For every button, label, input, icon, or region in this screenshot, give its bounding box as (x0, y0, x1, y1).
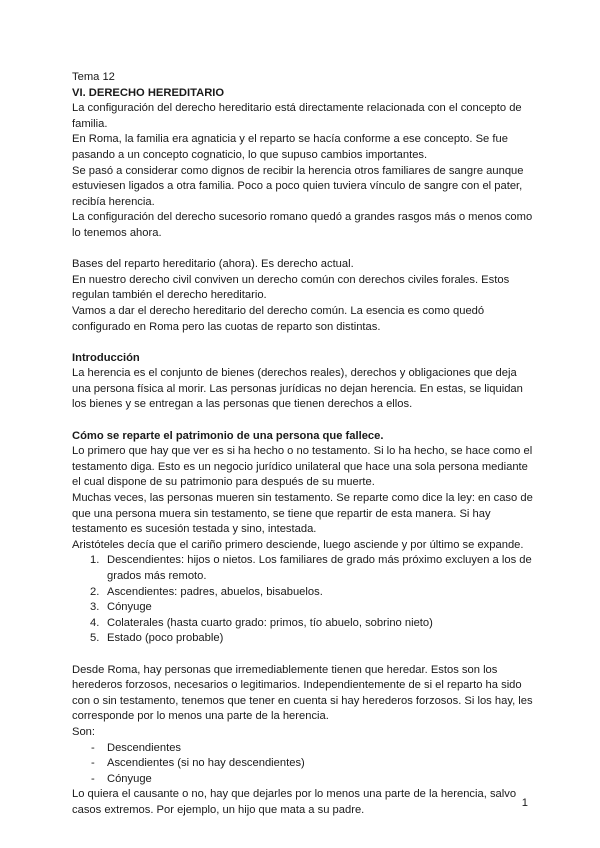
closing-paragraph: Lo quiera el causante o no, hay que dejarles por lo menos una parte de la herencia, salvo casos extremos. Por ejemplo, un hijo que mata a su padre. (72, 788, 517, 816)
bases-paragraph: En nuestro derecho civil conviven un derecho común con derechos civiles forales. Estos regulan también el derecho hereditario. (72, 273, 510, 302)
order-list-item (72, 600, 534, 616)
page-number: 1 (521, 797, 528, 809)
intro-paragraph: Se pasó a considerar como dignos de recibir la herencia otros familiares de sangre aunque estuviesen ligados a otra familia. Poco a poco quien tuviera vínculo de sangre con el pater, recibía herencia. (72, 164, 524, 208)
list-item-text: Estado (poco probable) (107, 632, 224, 645)
list-number: 5. (90, 632, 100, 645)
list-item-text: Colaterales (hasta cuarto grado: primos, tío abuelo, sobrino nieto) (107, 616, 433, 629)
introduccion-paragraph: La herencia es el conjunto de bienes (derechos reales), derechos y obligaciones que deja una persona física al morir. Las personas jurídicas no dejan herencia. En estas, se liquidan los bienes y se entregan a las personas que tienen derechos a ellos. (72, 367, 523, 411)
section-title: VI. DERECHO HEREDITARIO (72, 86, 225, 99)
reparto-paragraph: Muchas veces, las personas mueren sin testamento. Se reparte como dice la ley: en caso de que una persona muera sin testamento, se tiene que repartir de esta manera. Si hay testamento es sucesión testada y sino, intestada. (72, 492, 533, 536)
bases-paragraph: Vamos a dar el derecho hereditario del derecho común. La esencia es como quedó configurado en Roma pero las cuotas de reparto son distintas. (72, 304, 485, 333)
son-label: Son: (72, 725, 96, 738)
spacer (72, 242, 534, 258)
dash-bullet: - (91, 757, 95, 770)
list-item-text: Cónyuge (107, 772, 152, 785)
reparto-heading: Cómo se reparte el patrimonio de una persona que fallece. (72, 429, 384, 442)
list-item-text: Cónyuge (107, 601, 152, 614)
forzosos-paragraph: Desde Roma, hay personas que irremediablemente tienen que heredar. Estos son los herederos forzosos, necesarios o legitimarios. Independientemente de si el reparto ha sido con o sin testamento, tenemos que tener en cuenta si hay herederos forzosos. Si los hay, les corresponde por lo menos una parte de la herencia. (72, 663, 533, 723)
intro-paragraph: En Roma, la familia era agnaticia y el reparto se hacía conforme a ese concepto. Se fue pasando a un concepto cognaticio, lo que supuso cambios importantes. (72, 133, 508, 161)
list-number: 4. (90, 616, 100, 629)
list-number: 1. (90, 554, 100, 567)
spacer (72, 335, 534, 351)
dash-bullet: - (91, 772, 95, 785)
intro-paragraph: La configuración del derecho hereditario está directamente relacionada con el concepto de familia. (72, 102, 522, 130)
reparto-paragraph: Aristóteles decía que el cariño primero desciende, luego asciende y por último se expande. (72, 538, 524, 551)
intro-paragraph: La configuración del derecho sucesorio romano quedó a grandes rasgos más o menos como lo tenemos ahora. (72, 211, 533, 239)
reparto-paragraph: Lo primero que hay que ver es si ha hecho o no testamento. Si lo ha hecho, se hace como el testamento diga. Esto es un negocio jurídico unilateral que hace una sola persona mediante el cual dispone de su patrimonio para después de su muerte. (72, 445, 533, 489)
tema-label: Tema 12 (72, 71, 115, 83)
order-list-item (72, 631, 534, 647)
forzosos-list (72, 741, 534, 788)
order-list-item (72, 585, 534, 601)
list-item-text: Descendientes: hijos o nietos. Los familiares de grado más próximo excluyen a los de grados más remoto. (107, 554, 532, 582)
spacer (72, 647, 534, 663)
order-list-item (72, 616, 534, 632)
forzosos-list-item (72, 756, 534, 772)
dash-bullet: - (91, 741, 95, 754)
spacer (72, 413, 534, 429)
list-item-text: Descendientes (107, 741, 182, 754)
list-item-text: Ascendientes (si no hay descendientes) (107, 757, 305, 770)
introduccion-heading: Introducción (72, 351, 140, 364)
order-list-item (72, 553, 534, 584)
list-item-text: Ascendientes: padres, abuelos, bisabuelos. (107, 585, 323, 598)
document-page (72, 70, 534, 819)
list-number: 3. (90, 601, 100, 614)
list-number: 2. (90, 585, 100, 598)
order-list (72, 553, 534, 647)
forzosos-list-item (72, 741, 534, 757)
bases-paragraph: Bases del reparto hereditario (ahora). Es derecho actual. (72, 258, 354, 271)
forzosos-list-item (72, 772, 534, 788)
